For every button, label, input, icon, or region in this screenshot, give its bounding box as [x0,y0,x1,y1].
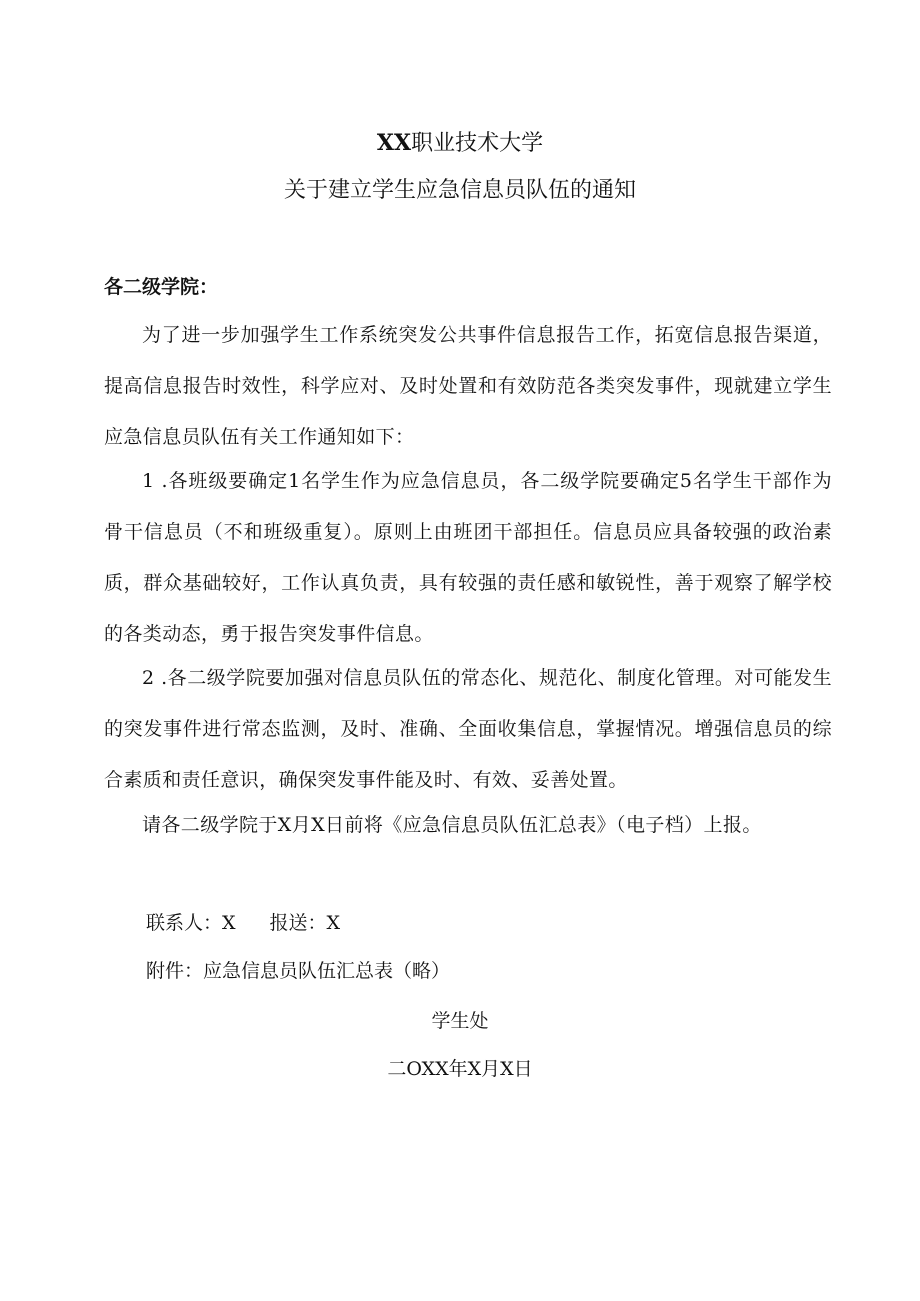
salutation: 各二级学院： [104,276,219,298]
paragraph-item-1: 1 .各班级要确定1名学生作为应急信息员，各二级学院要确定5名学生干部作为骨干信息员（不和班级重复）。原则上由班团干部担任。信息员应具备较强的政治素质，群众基础较好，工作认真负责，具有较强的责任感和敏锐性，善于观察了解学校的各类动态，勇于报告突发事件信息。 [104,470,832,645]
attachment-line: 附件：应急信息员队伍汇总表（略） [146,960,451,982]
issue-date: 二OXX年X月X日 [387,1058,533,1080]
issuer: 学生处 [431,1010,489,1032]
title-school-name: 职业技术大学 [411,131,544,156]
paragraph-intro: 为了进一步加强学生工作系统突发公共事件信息报告工作，拓宽信息报告渠道，提高信息报告时效性，科学应对、及时处置和有效防范各类突发事件，现就建立学生应急信息员队伍有关工作通知如下： [104,324,832,448]
contact-line [146,908,340,938]
document-title-subject: 关于建立学生应急信息员队伍的通知 [283,178,636,203]
paragraph-item-2: 2 .各二级学院要加强对信息员队伍的常态化、规范化、制度化管理。对可能发生的突发事件进行常态监测，及时、准确、全面收集信息，掌握情况。增强信息员的综合素质和责任意识，确保突发事件能及时、有效、妥善处置。 [104,667,832,791]
submit-to: 报送：X [269,912,341,934]
contact-person: 联系人：X [146,912,236,934]
paragraph-submission-request: 请各二级学院于X月X日前将《应急信息员队伍汇总表》（电子档）上报。 [142,814,762,836]
title-prefix: XX [376,130,412,156]
document-title-school [0,128,920,159]
